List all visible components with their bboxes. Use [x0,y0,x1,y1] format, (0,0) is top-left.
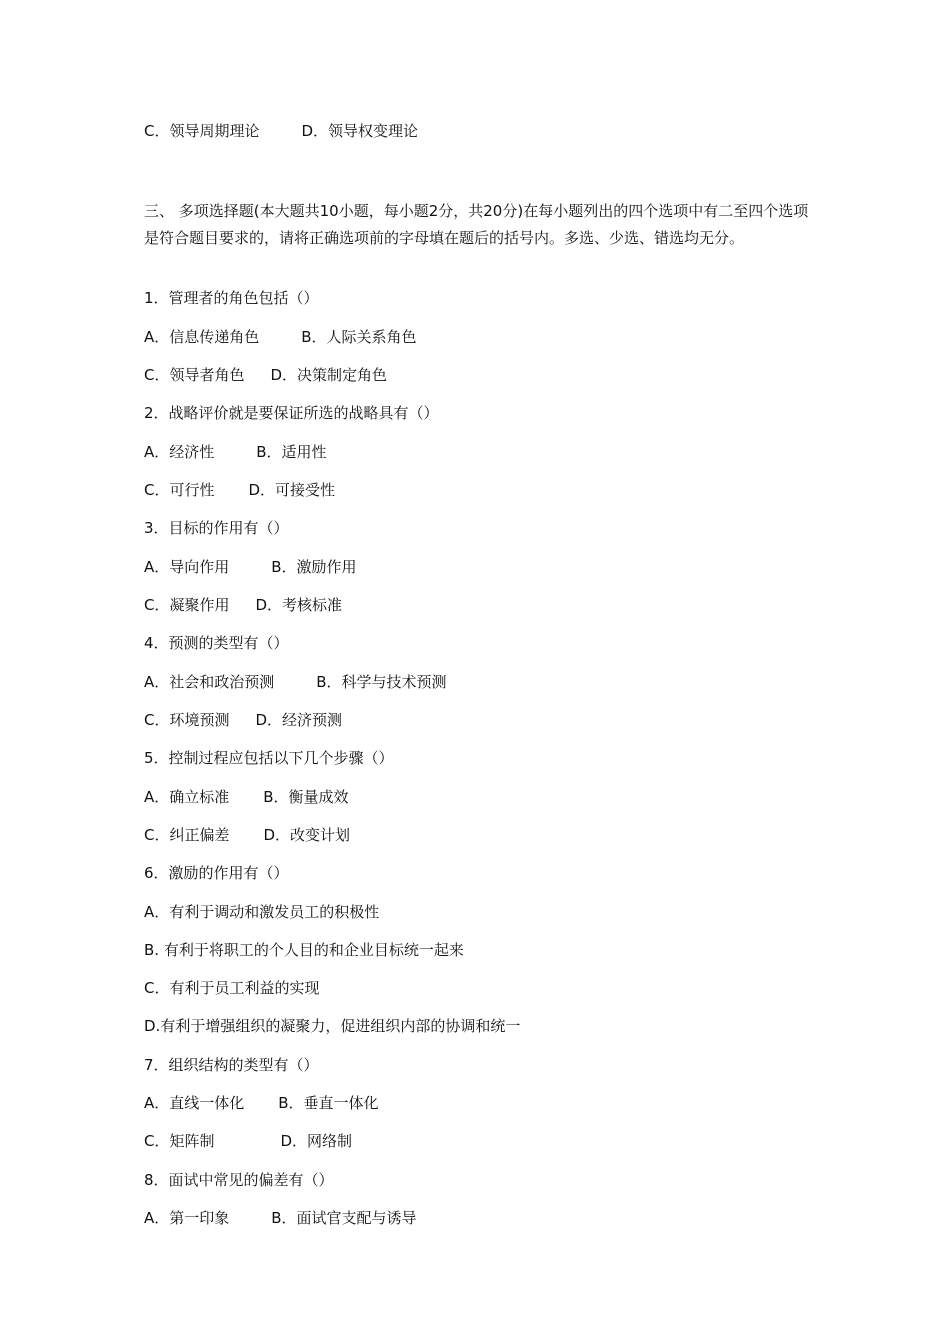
option-row [144,1016,520,1036]
option-row [144,672,447,692]
question-stem: 8．面试中常见的偏差有（） [144,1171,334,1189]
option: C．凝聚作用 [144,596,230,614]
question-stem: 2．战略评价就是要保证所选的战略具有（） [144,404,439,422]
option-row [144,787,349,807]
option: A．有利于调动和激发员工的积极性 [144,903,380,921]
option: D．领导权变理论 [301,122,419,140]
option-row [144,1131,352,1151]
option: C．可行性 [144,481,215,499]
option: B．衡量成效 [263,788,349,806]
option: C．纠正偏差 [144,826,230,844]
option: C．环境预测 [144,711,230,729]
option: C．矩阵制 [144,1132,215,1150]
option: B．激励作用 [271,558,357,576]
option: B．面试官支配与诱导 [271,1209,417,1227]
option: B. 有利于将职工的个人目的和企业目标统一起来 [144,941,464,959]
option-row [144,480,335,500]
option: A．导向作用 [144,558,230,576]
option-row [144,940,464,960]
option: D．经济预测 [255,711,343,729]
option: D．决策制定角色 [270,366,388,384]
option-row [144,710,342,730]
option-row [144,978,319,998]
option: C．领导周期理论 [144,122,260,140]
option-row [144,902,379,922]
question-stem: 5．控制过程应包括以下几个步骤（） [144,749,394,767]
option: C．有利于员工利益的实现 [144,979,320,997]
option-row [144,327,417,347]
question-stem: 7．组织结构的类型有（） [144,1056,319,1074]
option-row [144,442,327,462]
option: B．适用性 [256,443,327,461]
question-stem: 4．预测的类型有（） [144,634,289,652]
option-row [144,557,357,577]
option: D．网络制 [280,1132,353,1150]
option: D．可接受性 [248,481,336,499]
option: A．经济性 [144,443,215,461]
option-row [144,595,342,615]
option: A．直线一体化 [144,1094,245,1112]
option-row [144,121,418,141]
option-row [144,365,387,385]
option-row [144,1093,379,1113]
option-row [144,1208,417,1228]
option: D.有利于增强组织的凝聚力，促进组织内部的协调和统一 [144,1017,521,1035]
option: A．第一印象 [144,1209,230,1227]
question-stem: 1．管理者的角色包括（） [144,289,319,307]
option: D．改变计划 [263,826,351,844]
option: D．考核标准 [255,596,343,614]
option: B．科学与技术预测 [316,673,447,691]
option: C．领导者角色 [144,366,245,384]
section-heading: 三、 多项选择题(本大题共10小题，每小题2分，共20分)在每小题列出的四个选项中有二至四个选项是符合题目要求的，请将正确选项前的字母填在题后的括号内。多选、少选、错选均无分。 [144,202,809,247]
option: B．垂直一体化 [278,1094,379,1112]
option: A．社会和政治预测 [144,673,275,691]
question-stem: 6．激励的作用有（） [144,864,289,882]
option: A．确立标准 [144,788,230,806]
option-row [144,825,350,845]
question-stem: 3．目标的作用有（） [144,519,289,537]
option: A．信息传递角色 [144,328,260,346]
option: B．人际关系角色 [301,328,417,346]
